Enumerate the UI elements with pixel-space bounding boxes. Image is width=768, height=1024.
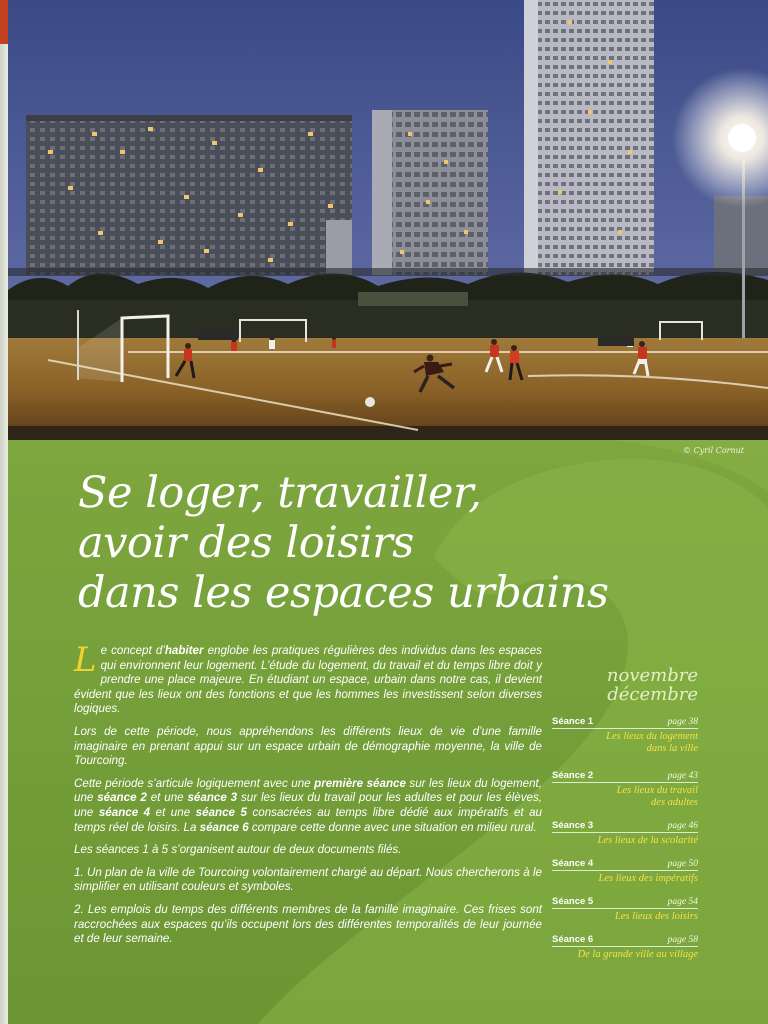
chapter-title [78,468,718,618]
seance-topic [552,785,698,808]
title-line: Se loger, travailler, [78,468,482,518]
seance-list [552,666,698,972]
seance-item-1[interactable] [552,716,698,770]
keyword: séance 6 [199,820,249,834]
text-run: sur les lieux du logement, une [74,776,543,805]
chapter-tab [0,0,8,44]
keyword: habiter [164,644,204,657]
seance-label: Séance 1 [552,716,594,727]
seance-item-6[interactable] [552,934,698,972]
keyword: première séance [314,776,406,790]
text-run: compare cette donne avec une situation en milieu rural. [248,820,537,834]
seance-topic: Les lieux des impératifs [598,873,698,884]
month: décembre [607,684,698,705]
topic-line: dans la ville [646,742,698,754]
text-run: sur les lieux du travail pour les adultes et pour les élèves, une [74,791,542,819]
text-run: et une [146,791,188,805]
text-run: e concept d’ [100,644,165,657]
month: novembre [606,665,698,686]
seance-item-4[interactable] [552,858,698,896]
seance-topic: Les lieux de la scolarité [597,835,698,846]
seance-topic: Les lieux des loisirs [614,911,698,922]
keyword: séance 2 [97,791,147,805]
topic-line: des adultes [651,796,698,808]
seance-label: Séance 3 [552,820,594,831]
seance-page: page 43 [667,771,698,781]
title-line: dans les espaces urbains [78,568,609,618]
seance-item-2[interactable] [552,770,698,820]
seance-topic [552,731,698,754]
intro-text [74,640,543,955]
page-edge [0,0,8,1024]
seance-page: page 38 [667,717,698,727]
period-months [552,666,698,704]
keyword: séance 4 [98,805,151,819]
seance-label: Séance 6 [552,934,594,945]
paragraph: Les séances 1 à 5 s’organisent autour de deux documents filés. [74,843,402,857]
seance-item-5[interactable] [552,896,698,934]
football-photo [8,0,768,440]
photo-credit: © Cyril Cornut [683,446,744,455]
paragraph: 1. Un plan de la ville de Tourcoing volontairement chargé au départ. Nous chercherons à le simplifier en utilisant couleurs et symboles. [74,865,542,894]
text-run: Cette période s’articule logiquement avec une [74,776,315,790]
seance-page: page 58 [667,935,698,945]
keyword: séance 3 [187,791,238,805]
drop-cap: L [74,640,97,680]
text-run: consacrées au temps libre dédié aux impératifs et au temps réel de loisirs. La [74,805,543,834]
paragraph [74,777,542,835]
seance-page: page 50 [667,859,698,869]
title-line: avoir des loisirs [78,518,414,568]
text-run: englobe les pratiques régulières des individus dans les espaces qui environnent leur logement. L’étude du logement, du travail et du temps libre doit y prendre une place majeure. En étudiant un espace, urbain dans notre cas, il devient évident que les lieux ont des fonctions et que les hommes les investissent selon diverses logiques. [74,644,542,716]
seance-page: page 46 [667,821,698,831]
seance-label: Séance 4 [552,858,594,869]
seance-label: Séance 5 [552,896,594,907]
seance-topic: De la grande ville au village [577,949,698,960]
seance-label: Séance 2 [552,770,594,781]
seance-item-3[interactable] [552,820,698,858]
paragraph: 2. Les emplois du temps des différents membres de la famille imaginaire. Ces frises sont raccrochées aux espaces qu’ils occupent lors des différentes temporalités de leur journée et de leur semaine. [74,902,542,946]
seance-page: page 54 [667,897,698,907]
keyword: séance 5 [195,805,247,819]
topic-line: Les lieux du travail [616,785,698,796]
topic-line: Les lieux du logement [606,731,698,742]
paragraph: Lors de cette période, nous appréhendons les différents lieux de vie d’une famille imaginaire en prenant appui sur un espace urbain de démographie moyenne, la ville de Tourcoing. [74,724,542,768]
intro-paragraph [74,640,542,717]
chapter-panel [8,440,768,1024]
text-run: et une [150,805,196,819]
